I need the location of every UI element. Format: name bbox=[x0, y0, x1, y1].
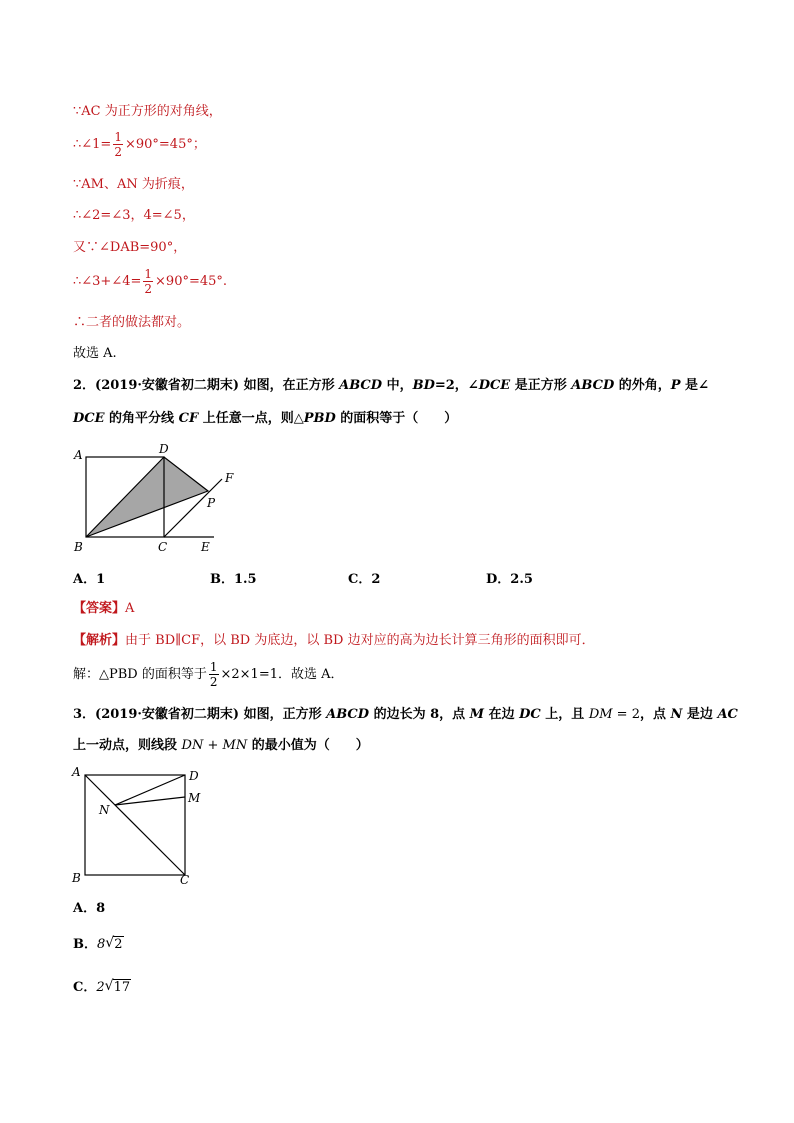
solution-line: ∴∠2=∠3，4=∠5， bbox=[73, 208, 195, 223]
fraction: $\frac{1}{2}$ bbox=[144, 267, 153, 296]
label-n: N bbox=[99, 803, 110, 817]
label-d: D bbox=[159, 442, 169, 456]
label-b: B bbox=[74, 540, 83, 554]
answer-line: 【答案】A bbox=[73, 601, 135, 616]
label-m: M bbox=[188, 791, 201, 805]
label-f: F bbox=[225, 471, 234, 485]
solution-line: 解：△PBD 的面积等于 $\frac{1}{2}$ ×2×1=1．故选 A． bbox=[73, 660, 344, 689]
option-c: C．2 bbox=[348, 572, 381, 587]
option-d: D．2.5 bbox=[486, 572, 533, 587]
label-p: P bbox=[207, 496, 216, 510]
solution-line: ∴二者的做法都对。 bbox=[73, 315, 191, 330]
question-2-line-2: DCE 的角平分线 CF 上任意一点，则△PBD 的面积等于（ ） bbox=[73, 411, 458, 426]
label-c: C bbox=[180, 873, 190, 887]
question-2-line-1: 2．(2019·安徽省初二期末) 如图，在正方形 ABCD 中，BD=2，∠DCE 是正方形 ABCD 的外角，P 是∠ bbox=[73, 378, 709, 393]
option-a: A．1 bbox=[73, 572, 106, 587]
fraction: $\frac{1}{2}$ bbox=[209, 660, 218, 689]
question-3-figure bbox=[68, 762, 208, 887]
analysis-line: 【解析】由于 BD∥CF，以 BD 为底边，以 BD 边对应的高为边长计算三角形的面积即可． bbox=[73, 633, 595, 648]
sqrt: √ 2 bbox=[105, 935, 123, 952]
label-e: E bbox=[201, 540, 210, 554]
solution-line: 故选 A. bbox=[73, 346, 117, 361]
label-a: A bbox=[74, 448, 83, 462]
label-b: B bbox=[72, 871, 81, 885]
question-3-line-1: 3．(2019·安徽省初二期末) 如图，正方形 ABCD 的边长为 8，点 M 在边 DC 上，且 DM = 2，点 N 是边 AC bbox=[73, 707, 738, 722]
fraction: $\frac{1}{2}$ bbox=[114, 130, 122, 159]
solution-line: ∴∠1= $\frac{1}{2}$ ×90°=45°； bbox=[73, 130, 206, 159]
solution-line: 又∵∠DAB=90°， bbox=[73, 240, 187, 255]
solution-line: ∴∠3+∠4= $\frac{1}{2}$ ×90°=45°. bbox=[73, 267, 228, 296]
diagonal-ac bbox=[85, 775, 185, 875]
label-d: D bbox=[189, 769, 199, 783]
option-b: B．1.5 bbox=[210, 572, 257, 587]
solution-line: ∵AC 为正方形的对角线， bbox=[73, 104, 222, 119]
label-c: C bbox=[158, 540, 168, 554]
option-c: C．2 √ 17 bbox=[73, 978, 131, 995]
triangle-pbd bbox=[86, 457, 208, 537]
option-a: A．8 bbox=[73, 901, 106, 916]
question-3-line-2: 上一动点，则线段 DN + MN 的最小值为（ ） bbox=[73, 738, 369, 753]
sqrt: √ 17 bbox=[104, 978, 131, 995]
question-2-figure bbox=[70, 440, 250, 555]
option-b: B．8 √ 2 bbox=[73, 935, 123, 952]
solution-line: ∵AM、AN 为折痕， bbox=[73, 177, 194, 192]
label-a: A bbox=[72, 765, 81, 779]
